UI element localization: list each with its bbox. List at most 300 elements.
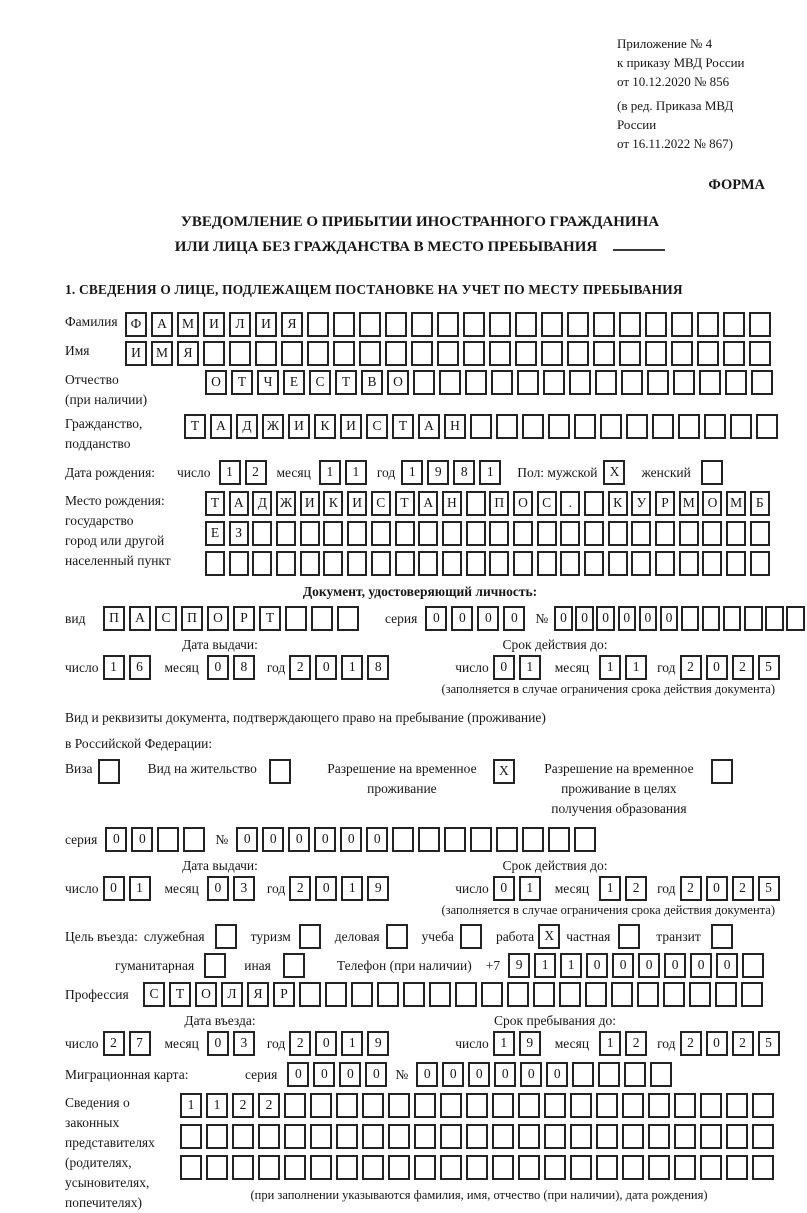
- profession-cells: [143, 982, 767, 1007]
- form-cell: 0: [287, 1062, 309, 1087]
- form-cell: [608, 551, 628, 576]
- form-cell: 0: [314, 827, 336, 852]
- visit-purpose-row: [65, 924, 775, 949]
- option-temp-residence-checkbox: [493, 759, 519, 784]
- year-label: год: [266, 659, 286, 675]
- form-cell: 0: [365, 1062, 387, 1087]
- form-cell: [470, 414, 492, 439]
- form-cell: [395, 521, 415, 546]
- day-label: число: [65, 880, 99, 896]
- form-cell: 2: [732, 1031, 754, 1056]
- form-cell: 0: [315, 876, 337, 901]
- form-cell: [650, 1062, 672, 1087]
- form-cell: С: [537, 491, 557, 516]
- form-cell: Ж: [276, 491, 296, 516]
- form-cell: Д: [252, 491, 272, 516]
- option-residence-permit-checkbox: [269, 759, 295, 784]
- form-cell: Ф: [125, 312, 147, 337]
- form-cell: [631, 551, 651, 576]
- form-title-line2: ИЛИ ЛИЦА БЕЗ ГРАЖДАНСТВА В МЕСТО ПРЕБЫВАНИЯ: [65, 235, 775, 260]
- sex-female-label: женский: [641, 464, 691, 480]
- form-cell: 0: [639, 606, 658, 631]
- form-cell: [466, 551, 486, 576]
- form-cell: [466, 1124, 488, 1149]
- form-cell: 5: [758, 655, 780, 680]
- form-cell: [463, 312, 485, 337]
- form-cell: Я: [281, 312, 303, 337]
- purpose-official-checkbox: [215, 924, 241, 949]
- form-cell: [276, 551, 296, 576]
- day-label: число: [65, 1035, 99, 1051]
- form-cell: [440, 1093, 462, 1118]
- form-cell: [655, 521, 675, 546]
- form-cell: [489, 312, 511, 337]
- birth-place-cells-1: [205, 491, 774, 516]
- representatives-label: Сведения о законных представителях (родителях, усыновителях, попечителях): [65, 1095, 155, 1210]
- purpose-business-checkbox: [386, 924, 412, 949]
- residence-valid-month: [599, 876, 651, 901]
- form-cell: [671, 341, 693, 366]
- form-cell: 9: [367, 876, 389, 901]
- form-cell: [522, 827, 544, 852]
- representatives-cells-3: [180, 1155, 778, 1180]
- migration-card-label: Миграционная карта:: [65, 1066, 189, 1082]
- form-cell: И: [125, 341, 147, 366]
- name-cells: [125, 341, 775, 366]
- form-cell: 1: [341, 876, 363, 901]
- form-cell: [570, 1093, 592, 1118]
- form-cell: [741, 982, 763, 1007]
- stay-until-header: Срок пребывания до:: [494, 1013, 616, 1028]
- form-cell: 0: [716, 953, 738, 978]
- phone-cells: [508, 953, 768, 978]
- residence-number-label: №: [215, 831, 229, 847]
- month-label: месяц: [164, 880, 199, 896]
- form-cell: 0: [706, 655, 728, 680]
- form-cell: Т: [169, 982, 191, 1007]
- form-cell: Ч: [257, 370, 279, 395]
- form-cell: И: [340, 414, 362, 439]
- form-cell: [679, 551, 699, 576]
- form-cell: [537, 521, 557, 546]
- form-cell: [418, 521, 438, 546]
- day-label: число: [455, 1035, 489, 1051]
- identity-validity-note: (заполняется в случае ограничения срока действия документа): [441, 682, 775, 696]
- form-cell: [283, 953, 305, 978]
- form-cell: [723, 341, 745, 366]
- form-cell: И: [347, 491, 367, 516]
- form-cell: [598, 1062, 620, 1087]
- form-cell: Б: [750, 491, 770, 516]
- residence-valid-year: [680, 876, 784, 901]
- form-cell: 0: [690, 953, 712, 978]
- form-cell: [359, 341, 381, 366]
- form-cell: [750, 521, 770, 546]
- form-cell: [726, 551, 746, 576]
- form-cell: [411, 341, 433, 366]
- residence-issue-year: [289, 876, 393, 901]
- form-cell: Л: [221, 982, 243, 1007]
- identity-series-label: серия: [385, 610, 418, 626]
- form-cell: [229, 551, 249, 576]
- until-day: [493, 1031, 545, 1056]
- form-cell: [466, 1155, 488, 1180]
- birth-year-cells: [401, 460, 505, 485]
- surname-label: Фамилия: [65, 314, 118, 329]
- form-cell: [715, 982, 737, 1007]
- option-visa: [65, 759, 124, 784]
- form-cell: 1: [341, 1031, 363, 1056]
- identity-issue-year: [289, 655, 393, 680]
- form-cell: [522, 414, 544, 439]
- form-cell: [310, 1093, 332, 1118]
- form-cell: Р: [233, 606, 255, 631]
- form-cell: [726, 1124, 748, 1149]
- form-cell: [437, 341, 459, 366]
- appendix-line: Приложение № 4: [617, 36, 713, 51]
- form-cell: [689, 982, 711, 1007]
- form-cell: 2: [245, 460, 267, 485]
- purpose-study-checkbox: [460, 924, 486, 949]
- form-cell: А: [210, 414, 232, 439]
- form-cell: [674, 1093, 696, 1118]
- identity-valid-month: [599, 655, 651, 680]
- birth-place-row: [65, 491, 775, 576]
- form-cell: [681, 606, 700, 631]
- form-cell: М: [726, 491, 746, 516]
- form-cell: [711, 924, 733, 949]
- form-cell: [229, 341, 251, 366]
- form-cell: [702, 521, 722, 546]
- form-cell: [492, 1093, 514, 1118]
- form-cell: [619, 341, 641, 366]
- form-cell: 1: [401, 460, 423, 485]
- identity-type-row: [65, 606, 775, 631]
- form-cell: [311, 606, 333, 631]
- form-cell: [336, 1124, 358, 1149]
- form-cell: [204, 953, 226, 978]
- form-cell: 0: [315, 655, 337, 680]
- form-cell: А: [418, 414, 440, 439]
- form-cell: [541, 312, 563, 337]
- name-label: Имя: [65, 343, 90, 358]
- residence-validity-note: (заполняется в случае ограничения срока действия документа): [441, 903, 775, 917]
- form-cell: И: [300, 491, 320, 516]
- form-cell: [574, 827, 596, 852]
- form-cell: Н: [442, 491, 462, 516]
- form-cell: [437, 312, 459, 337]
- form-cell: [362, 1155, 384, 1180]
- form-cell: [337, 606, 359, 631]
- form-cell: 0: [493, 655, 515, 680]
- form-cell: [310, 1155, 332, 1180]
- migration-number-label: №: [395, 1066, 409, 1082]
- form-cell: [541, 341, 563, 366]
- form-cell: 2: [732, 876, 754, 901]
- form-cell: [466, 1093, 488, 1118]
- form-cell: [466, 491, 486, 516]
- form-cell: 0: [706, 1031, 728, 1056]
- form-cell: Р: [655, 491, 675, 516]
- phone-label: Телефон (при наличии): [336, 957, 472, 973]
- entry-month: [207, 1031, 259, 1056]
- sex-female-checkbox: [701, 460, 727, 485]
- amendment-line: (в ред. Приказа МВД России: [617, 98, 734, 132]
- form-cell: С: [371, 491, 391, 516]
- form-cell: [258, 1124, 280, 1149]
- form-cell: О: [195, 982, 217, 1007]
- form-cell: [645, 312, 667, 337]
- form-cell: [418, 827, 440, 852]
- form-cell: Р: [273, 982, 295, 1007]
- form-cell: Е: [205, 521, 225, 546]
- form-cell: [258, 1155, 280, 1180]
- form-cell: [507, 982, 529, 1007]
- form-cell: Н: [444, 414, 466, 439]
- form-cell: [624, 1062, 646, 1087]
- identity-issue-month: [207, 655, 259, 680]
- form-cell: 0: [425, 606, 447, 631]
- form-cell: [765, 606, 784, 631]
- form-cell: 0: [339, 1062, 361, 1087]
- option-residence-permit-label: Вид на жительство: [147, 761, 257, 776]
- residence-valid-day: [493, 876, 545, 901]
- form-cell: М: [151, 341, 173, 366]
- form-cell: [385, 312, 407, 337]
- form-cell: [403, 982, 425, 1007]
- form-cell: 0: [612, 953, 634, 978]
- form-cell: О: [205, 370, 227, 395]
- form-cell: 0: [288, 827, 310, 852]
- form-cell: [548, 414, 570, 439]
- residence-valid-header: Срок действия до:: [502, 858, 608, 873]
- migration-series-cells: [287, 1062, 391, 1087]
- visit-purpose-label: Цель въезда:: [65, 928, 138, 944]
- residence-issue-day: [103, 876, 155, 901]
- option-temp-residence: [319, 759, 519, 799]
- form-cell: X: [603, 460, 625, 485]
- form-cell: [284, 1124, 306, 1149]
- until-month: [599, 1031, 651, 1056]
- form-cell: [392, 827, 414, 852]
- form-cell: 1: [129, 876, 151, 901]
- form-cell: [518, 1093, 540, 1118]
- form-cell: 1: [206, 1093, 228, 1118]
- form-cell: 0: [236, 827, 258, 852]
- birth-place-cells-block: [205, 491, 774, 576]
- form-cell: [622, 1155, 644, 1180]
- form-cell: [723, 312, 745, 337]
- form-cell: [252, 551, 272, 576]
- form-cell: [310, 1124, 332, 1149]
- form-cell: 0: [554, 606, 573, 631]
- form-cell: Я: [177, 341, 199, 366]
- form-cell: [513, 521, 533, 546]
- month-label: месяц: [276, 464, 311, 480]
- form-cell: [671, 312, 693, 337]
- form-cell: [205, 551, 225, 576]
- form-cell: Т: [184, 414, 206, 439]
- form-cell: [442, 521, 462, 546]
- form-cell: [299, 982, 321, 1007]
- residence-series-row: [65, 827, 775, 852]
- month-label: месяц: [554, 880, 590, 896]
- form-cell: [255, 341, 277, 366]
- form-cell: Т: [395, 491, 415, 516]
- form-cell: 0: [313, 1062, 335, 1087]
- identity-valid-day: [493, 655, 545, 680]
- birth-date-label: Дата рождения:: [65, 464, 156, 480]
- form-cell: 1: [519, 655, 541, 680]
- form-cell: Т: [205, 491, 225, 516]
- identity-valid-header: Срок действия до:: [502, 637, 608, 652]
- purpose-study-label: учеба: [421, 928, 454, 944]
- form-cell: [749, 341, 771, 366]
- form-cell: [744, 606, 763, 631]
- form-cell: 3: [233, 1031, 255, 1056]
- form-cell: [492, 1124, 514, 1149]
- form-cell: 2: [680, 1031, 702, 1056]
- purpose-official-label: служебная: [143, 928, 205, 944]
- form-cell: 0: [416, 1062, 438, 1087]
- form-cell: [752, 1124, 774, 1149]
- form-cell: [371, 521, 391, 546]
- form-cell: [750, 551, 770, 576]
- form-cell: [455, 982, 477, 1007]
- form-cell: [559, 982, 581, 1007]
- form-cell: 0: [638, 953, 660, 978]
- day-label: число: [65, 659, 99, 675]
- form-cell: [569, 370, 591, 395]
- form-cell: 2: [103, 1031, 125, 1056]
- representatives-row: [65, 1093, 775, 1213]
- form-cell: 9: [508, 953, 530, 978]
- birth-place-cells-2: [205, 521, 774, 546]
- appendix-line: к приказу МВД России: [617, 55, 745, 70]
- form-cell: 0: [442, 1062, 464, 1087]
- form-cell: [608, 521, 628, 546]
- form-cell: [560, 521, 580, 546]
- surname-cells: [125, 312, 775, 337]
- form-cell: [537, 551, 557, 576]
- form-cell: [585, 982, 607, 1007]
- form-cell: [699, 370, 721, 395]
- form-cell: [362, 1124, 384, 1149]
- form-cell: Т: [335, 370, 357, 395]
- form-cell: О: [207, 606, 229, 631]
- form-cell: [460, 924, 482, 949]
- form-cell: 2: [732, 655, 754, 680]
- form-cell: 3: [233, 876, 255, 901]
- form-cell: [723, 606, 742, 631]
- form-cell: П: [103, 606, 125, 631]
- form-cell: [655, 551, 675, 576]
- form-cell: 0: [618, 606, 637, 631]
- form-cell: [726, 521, 746, 546]
- form-cell: О: [702, 491, 722, 516]
- form-cell: [206, 1155, 228, 1180]
- phone-prefix: +7: [485, 957, 501, 973]
- residence-date-headers: [65, 858, 775, 874]
- form-cell: .: [560, 491, 580, 516]
- amendment-line: от 16.11.2022 № 867): [617, 136, 734, 151]
- form-cell: [351, 982, 373, 1007]
- representatives-cells-2: [180, 1124, 778, 1149]
- purpose-tourism-label: туризм: [250, 928, 291, 944]
- residence-dates-row: [65, 876, 775, 901]
- form-cell: [702, 551, 722, 576]
- residence-doc-intro: Вид и реквизиты документа, подтверждающего право на пребывание (проживание) в Российской Федерации:: [65, 710, 546, 751]
- visit-purpose-row2: [65, 953, 775, 978]
- form-cell: [726, 1093, 748, 1118]
- form-cell: [697, 341, 719, 366]
- sex-male-label: Пол: мужской: [517, 464, 598, 480]
- form-cell: [584, 521, 604, 546]
- appendix-header: [617, 34, 775, 153]
- form-cell: [232, 1155, 254, 1180]
- form-cell: 7: [129, 1031, 151, 1056]
- form-cell: [584, 491, 604, 516]
- form-cell: Ж: [262, 414, 284, 439]
- form-cell: [183, 827, 205, 852]
- form-cell: 5: [758, 1031, 780, 1056]
- name-row: [65, 341, 775, 366]
- form-cell: [429, 982, 451, 1007]
- form-cell: [678, 414, 700, 439]
- form-cell: [333, 341, 355, 366]
- form-cell: [752, 1093, 774, 1118]
- form-cell: С: [309, 370, 331, 395]
- form-cell: [281, 341, 303, 366]
- form-cell: [481, 982, 503, 1007]
- form-cell: [299, 924, 321, 949]
- form-cell: [276, 521, 296, 546]
- form-cell: [323, 521, 343, 546]
- form-cell: [515, 341, 537, 366]
- form-cell: [751, 370, 773, 395]
- form-cell: К: [323, 491, 343, 516]
- form-cell: 0: [207, 655, 229, 680]
- form-cell: [697, 312, 719, 337]
- citizenship-label: Гражданство, подданство: [65, 416, 143, 451]
- form-cell: [359, 312, 381, 337]
- form-cell: [543, 370, 565, 395]
- form-title-line1: УВЕДОМЛЕНИЕ О ПРИБЫТИИ ИНОСТРАННОГО ГРАЖДАНИНА: [180, 214, 660, 230]
- identity-issue-header: Дата выдачи:: [182, 637, 258, 652]
- form-cell: О: [387, 370, 409, 395]
- form-cell: [786, 606, 805, 631]
- residence-number-cells: [236, 827, 600, 852]
- form-cell: 8: [367, 655, 389, 680]
- identity-series-cells: [425, 606, 529, 631]
- form-cell: [730, 414, 752, 439]
- form-cell: [619, 312, 641, 337]
- form-cell: 1: [345, 460, 367, 485]
- form-cell: [572, 1062, 594, 1087]
- stay-dates-row: [65, 1031, 775, 1056]
- until-year: [680, 1031, 784, 1056]
- form-cell: [385, 341, 407, 366]
- form-cell: [307, 312, 329, 337]
- form-cell: [347, 551, 367, 576]
- form-cell: [336, 1093, 358, 1118]
- title-blank-line: [613, 235, 665, 251]
- form-cell: [596, 1155, 618, 1180]
- form-cell: [388, 1155, 410, 1180]
- form-cell: [157, 827, 179, 852]
- form-cell: [206, 1124, 228, 1149]
- identity-type-label: вид: [65, 610, 86, 626]
